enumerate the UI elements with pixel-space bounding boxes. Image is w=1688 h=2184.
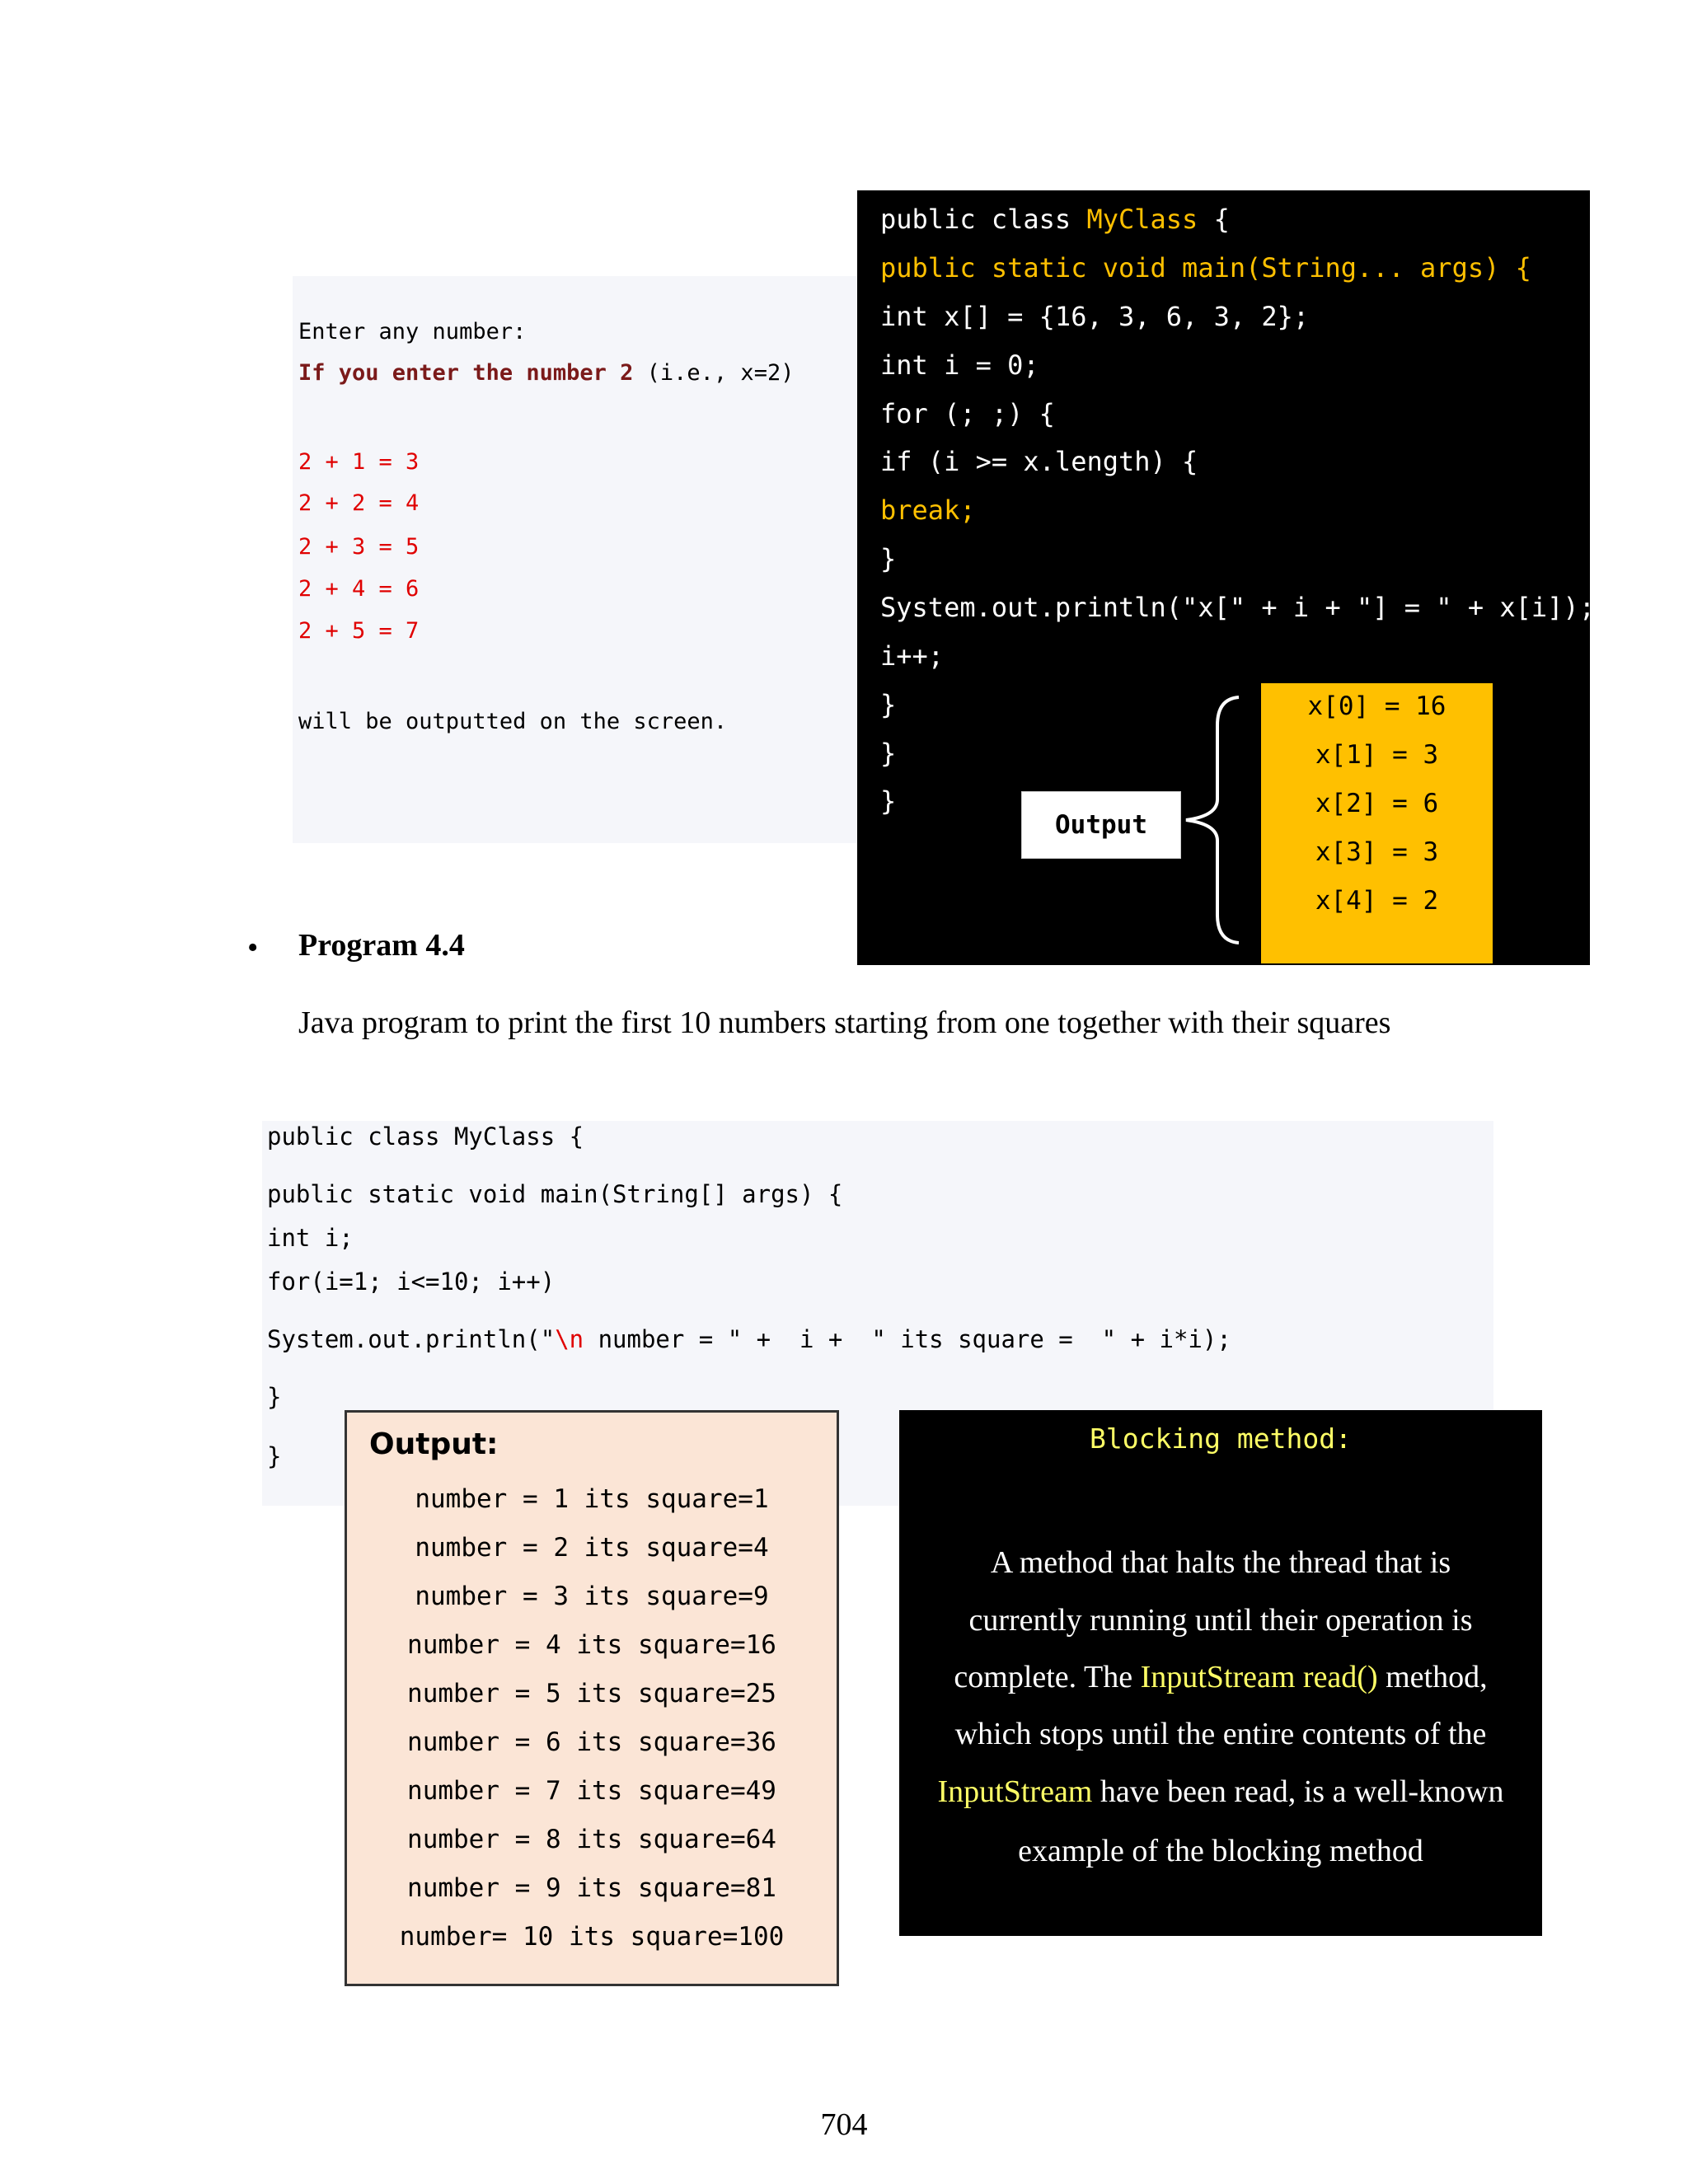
blocking-text-line	[899, 1659, 1542, 1695]
console-footer: will be outputted on the screen.	[298, 709, 728, 734]
output-line: number= 10 its square=100	[399, 1922, 785, 1952]
console-input-line	[298, 360, 794, 386]
text-segment: have been read, is a well-known	[1092, 1774, 1504, 1809]
console-prompt: Enter any number:	[298, 319, 527, 344]
code-token: System.out.println("	[267, 1325, 556, 1353]
code-line: }	[267, 1442, 282, 1470]
class-name-token: MyClass	[1086, 204, 1198, 235]
output-line: number = 2 its square=4	[415, 1533, 769, 1563]
console-result-line: 2 + 1 = 3	[298, 449, 420, 475]
code-line: for(i=1; i<=10; i++)	[267, 1268, 556, 1296]
output-line: number = 8 its square=64	[407, 1825, 776, 1854]
code-token: number = " + i + " its square = " + i*i);	[584, 1325, 1231, 1353]
code-line: public static void main(String... args) {	[880, 252, 1531, 284]
console-result-line: 2 + 2 = 4	[298, 490, 420, 516]
blocking-text-line: A method that halts the thread that is	[990, 1545, 1451, 1580]
output-line: number = 1 its square=1	[415, 1484, 769, 1514]
output-label: Output	[1021, 791, 1181, 859]
code-line: }	[880, 543, 897, 574]
program-title: Program 4.4	[298, 928, 465, 963]
code-line: if (i >= x.length) {	[880, 446, 1198, 477]
code-line: i++;	[880, 640, 945, 672]
code-line: break;	[880, 494, 976, 526]
text-segment: method,	[1377, 1660, 1488, 1694]
blocking-title: Blocking method:	[1090, 1422, 1352, 1455]
escape-token: \n	[555, 1325, 584, 1353]
code-line: int i;	[267, 1224, 354, 1252]
code-line: int i = 0;	[880, 349, 1039, 381]
code-line	[267, 1325, 1231, 1353]
bullet-icon: •	[247, 930, 259, 965]
code-line: }	[880, 785, 897, 817]
highlight-term: InputStream	[937, 1774, 1093, 1809]
output-line: number = 4 its square=16	[407, 1630, 776, 1660]
squares-output-box	[345, 1410, 839, 1986]
code-line: }	[880, 738, 897, 769]
output-line: x[3] = 3	[1315, 837, 1439, 867]
program-description: Java program to print the first 10 numbers starting from one together with their squares	[298, 1005, 1391, 1040]
output-line: number = 9 its square=81	[407, 1873, 776, 1903]
curly-brace-icon	[1175, 692, 1249, 948]
console-result-line: 2 + 4 = 6	[298, 576, 420, 602]
highlight-term: InputStream read()	[1140, 1660, 1378, 1694]
console-example-box	[293, 276, 857, 843]
code-token: {	[1198, 204, 1230, 235]
code-line: int x[] = {16, 3, 6, 3, 2};	[880, 301, 1310, 332]
console-input-note: (i.e., x=2)	[633, 360, 795, 386]
output-line: number = 7 its square=49	[407, 1776, 776, 1806]
output-line: x[1] = 3	[1315, 740, 1439, 770]
output-line: number = 5 its square=25	[407, 1679, 776, 1708]
output-title: Output:	[369, 1427, 499, 1461]
loop-output-box	[1261, 683, 1493, 963]
console-result-line: 2 + 3 = 5	[298, 534, 420, 560]
code-line: public class MyClass {	[267, 1122, 584, 1151]
code-line: public static void main(String[] args) {	[267, 1180, 843, 1208]
console-input-label: If you enter the number 2	[298, 360, 634, 386]
console-result-line: 2 + 5 = 7	[298, 618, 420, 644]
code-token: public class	[880, 204, 1087, 235]
code-line: }	[880, 689, 897, 720]
blocking-text-line: example of the blocking method	[1018, 1834, 1423, 1868]
output-line: number = 6 its square=36	[407, 1727, 776, 1757]
code-line: for (; ;) {	[880, 398, 1055, 429]
code-line: System.out.println("x[" + i + "] = " + x[i]);	[880, 592, 1595, 623]
blocking-text-line	[899, 1774, 1542, 1810]
output-line: x[2] = 6	[1315, 789, 1439, 818]
page-number: 704	[820, 2107, 868, 2142]
blocking-text-line: which stops until the entire contents of the	[954, 1717, 1487, 1751]
output-line: x[0] = 16	[1307, 691, 1447, 721]
output-line: x[4] = 2	[1315, 886, 1439, 916]
blocking-method-box	[899, 1410, 1542, 1936]
text-segment: complete. The	[954, 1660, 1141, 1694]
blocking-text-line: currently running until their operation is	[968, 1603, 1473, 1638]
code-line: }	[267, 1383, 282, 1411]
output-line: number = 3 its square=9	[415, 1582, 769, 1611]
code-line	[880, 204, 1230, 235]
